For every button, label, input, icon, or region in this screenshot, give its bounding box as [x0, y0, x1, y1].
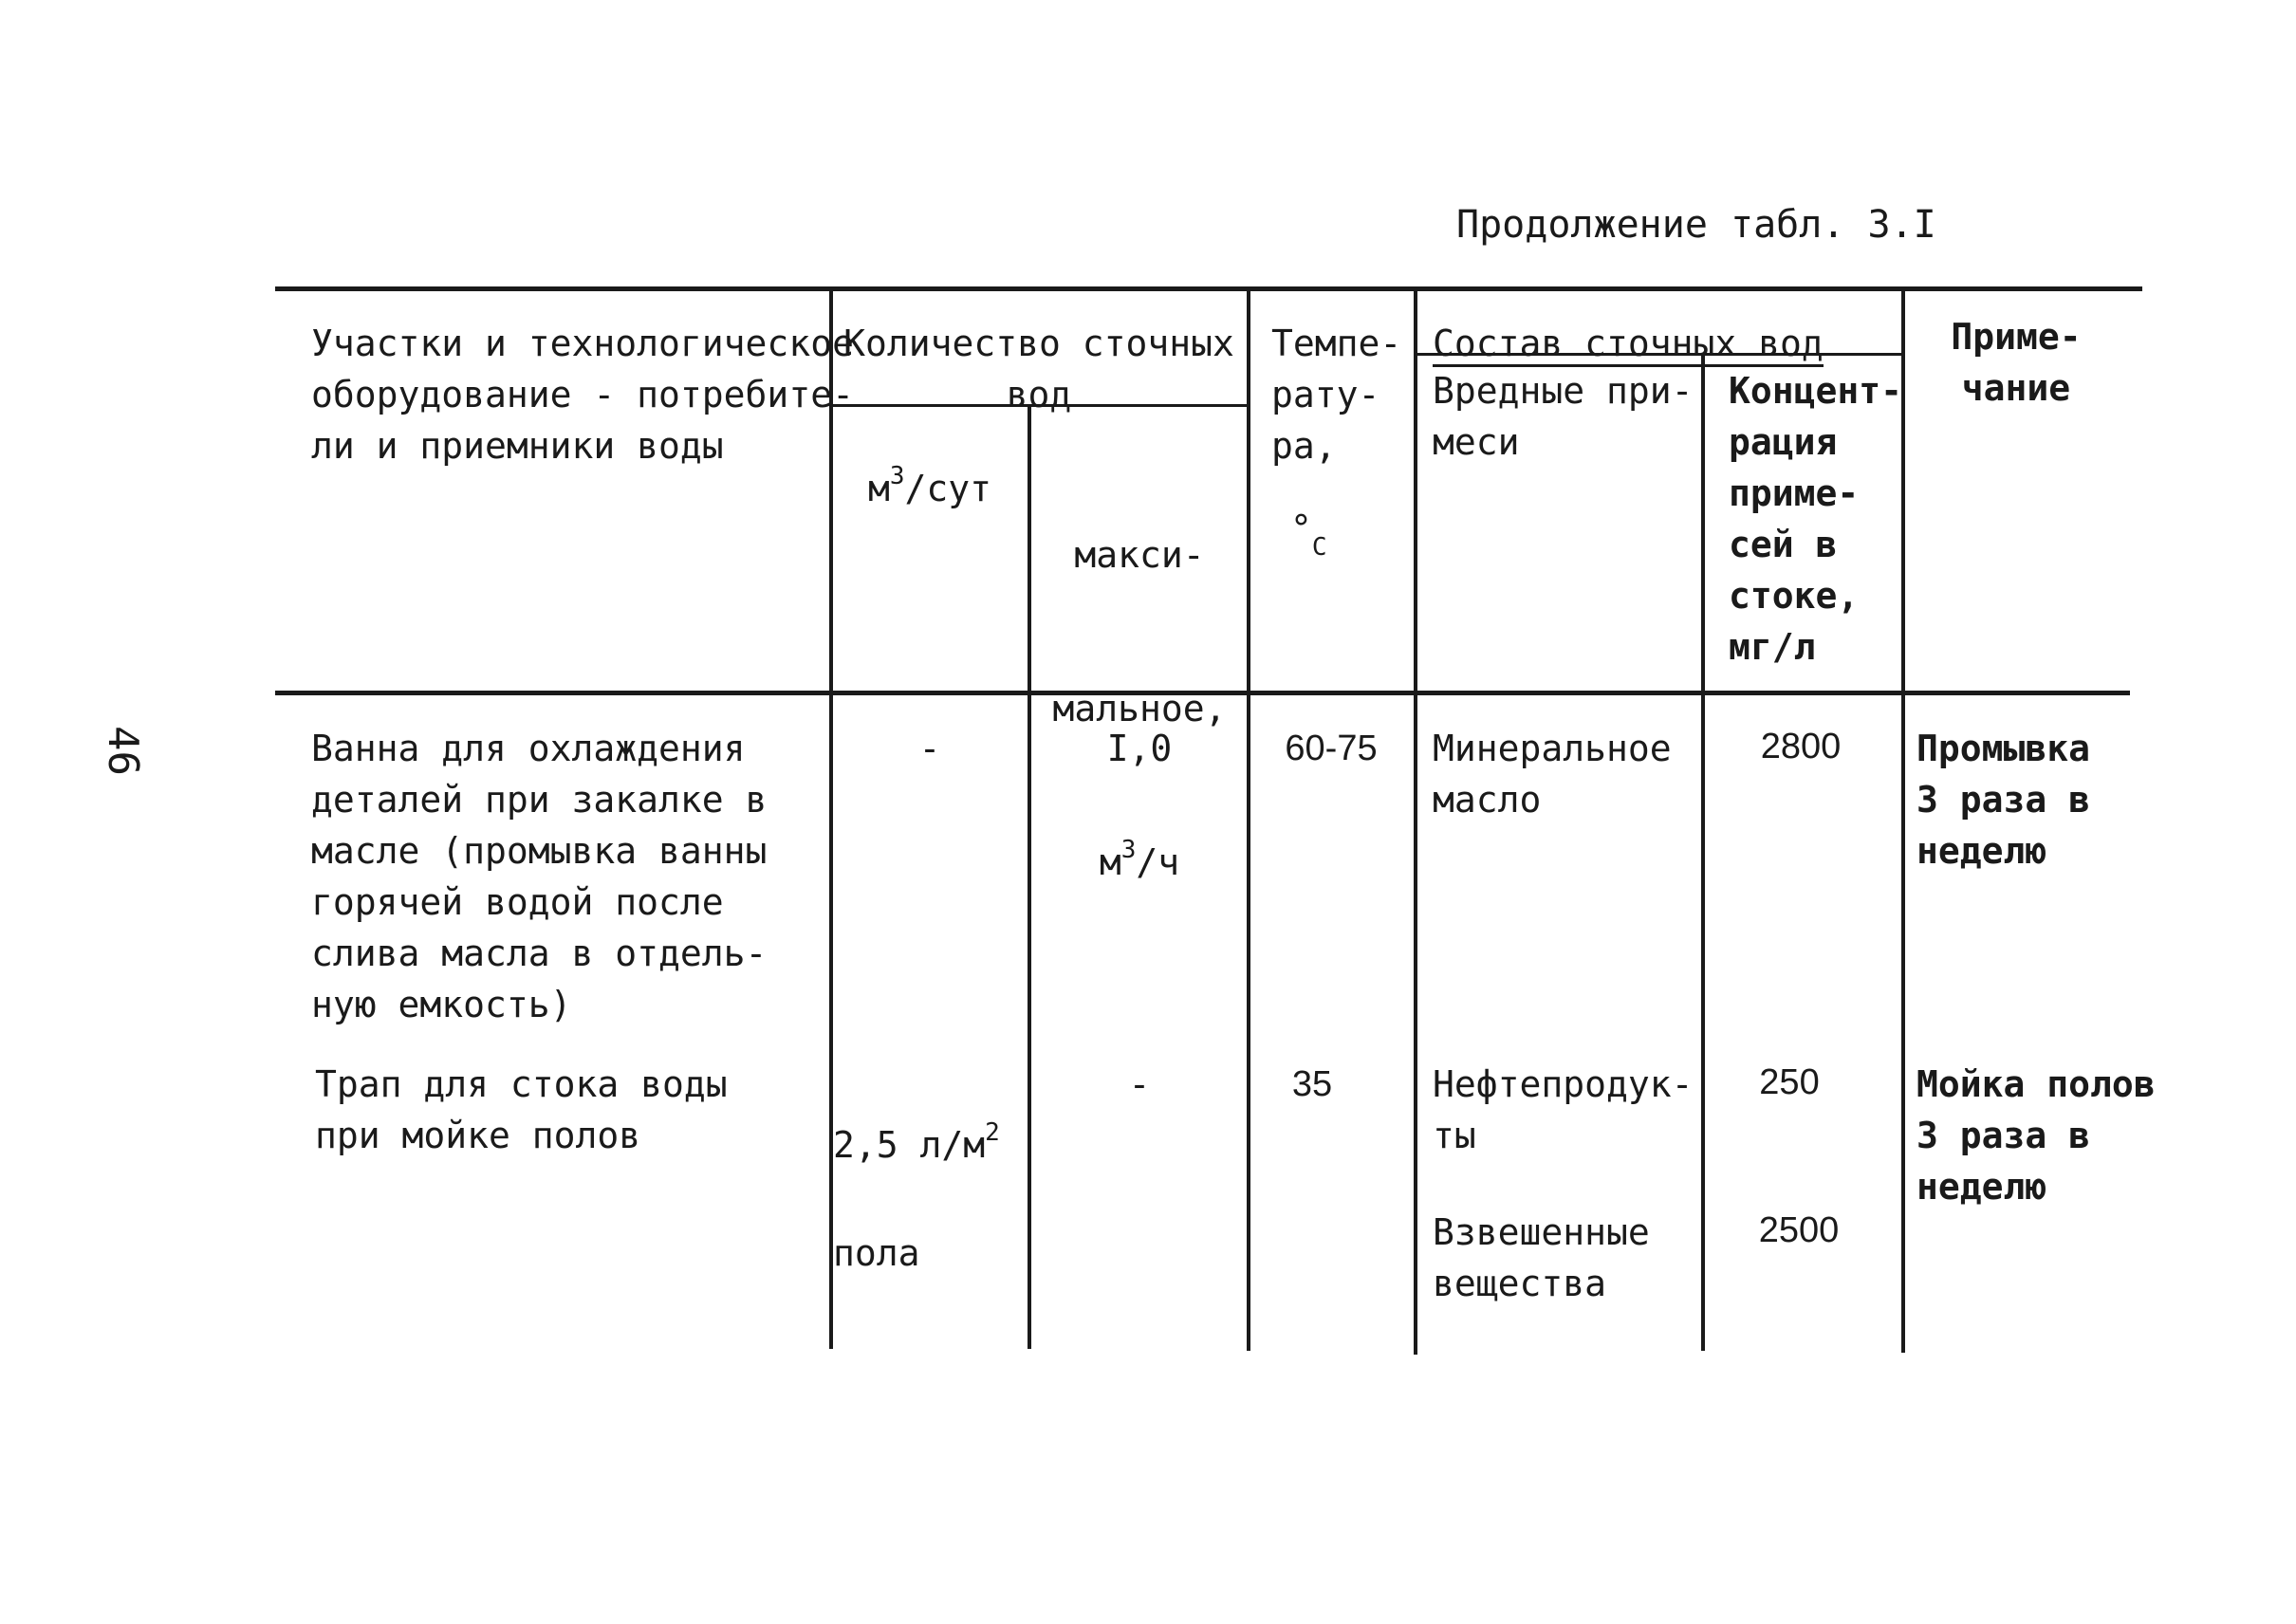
row2-note: Мойка полов 3 раза в неделю	[1916, 1063, 2156, 1208]
column-divider	[1247, 286, 1250, 1351]
row2-section-name: Трап для стока воды при мойке полов	[315, 1063, 728, 1156]
row2-temperature: 35	[1291, 1064, 1333, 1104]
header-section-name: Участки и технологическое оборудование - потребите- ли и приемники воды	[311, 323, 854, 467]
row1-m3-per-day: -	[918, 728, 941, 769]
column-divider	[1414, 286, 1417, 1355]
table-top-rule	[275, 286, 2142, 291]
row1-max-flow: I,0	[1106, 728, 1173, 769]
header-note: Приме- чание	[1951, 316, 2082, 409]
row1-impurity: Минеральное масло	[1433, 728, 1672, 821]
column-divider	[1701, 355, 1705, 1351]
header-temperature: Темпе- рату- ра,	[1271, 323, 1402, 467]
row2-concentration-2: 2500	[1758, 1210, 1840, 1250]
row1-concentration: 2800	[1760, 727, 1842, 766]
header-temperature-unit: $^\circ_C$	[1290, 508, 1327, 562]
row1-temperature: 60-75	[1285, 729, 1378, 768]
row2-m3-per-day: 2,5 $л/м^2$ пола	[833, 1118, 1000, 1274]
header-quantity-group: Количество сточных вод	[843, 323, 1234, 415]
header-m3-per-day: $м^3$/сут	[867, 462, 992, 509]
table-caption: Продолжение табл. 3.I	[1456, 203, 1936, 247]
row1-section-name: Ванна для охлаждения деталей при закалке в масле (промывка ванны горячей водой после слива масла в отдель- ную емкость)	[311, 728, 768, 1025]
row1-note: Промывка 3 раза в неделю	[1916, 728, 2091, 872]
row2-impurity-1: Нефтепродук- ты	[1433, 1063, 1694, 1156]
header-concentration: Концент- рация приме- сей в стоке, мг/л	[1729, 370, 1903, 668]
column-divider	[1028, 406, 1031, 1349]
header-composition-group: Состав сточных вод	[1433, 318, 1824, 369]
row2-max-flow: -	[1128, 1063, 1151, 1105]
header-max-flow: макси- мальное, $м^3/ч$	[1052, 534, 1227, 883]
row2-impurity-2: Взвешенные вещества	[1433, 1211, 1650, 1304]
page-number: 46	[99, 726, 147, 776]
header-impurities: Вредные при- меси	[1433, 370, 1694, 463]
row2-concentration-1: 250	[1759, 1062, 1820, 1102]
